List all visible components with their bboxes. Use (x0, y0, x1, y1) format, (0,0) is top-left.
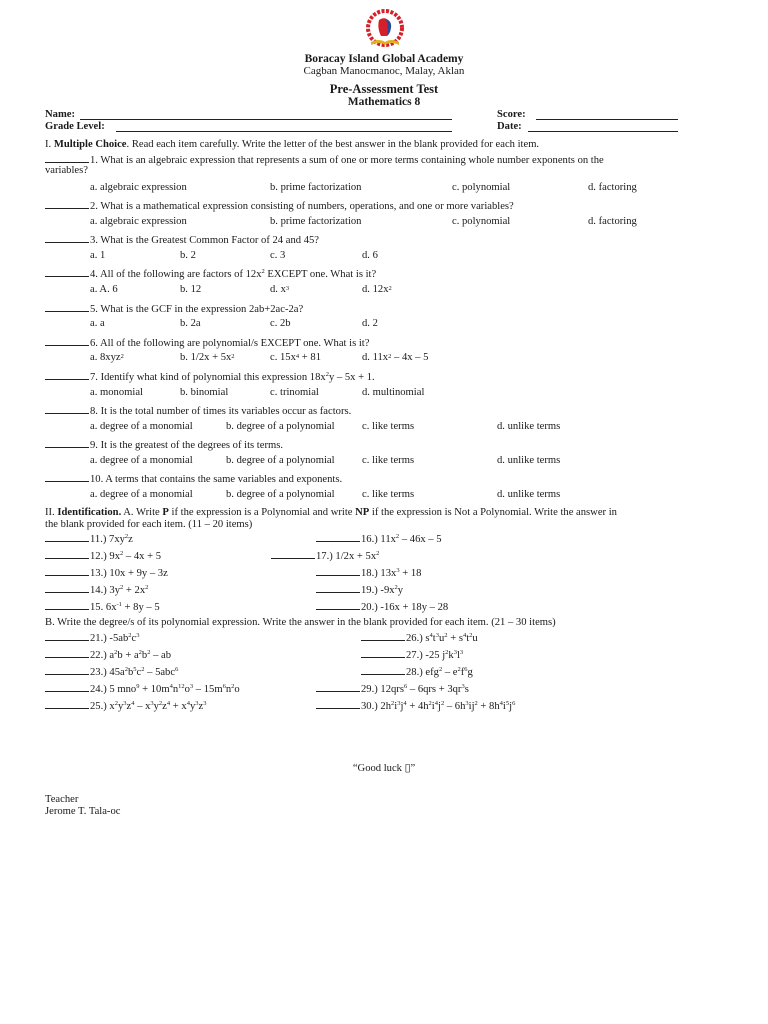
answer-blank[interactable] (45, 532, 89, 542)
answer-blank[interactable] (361, 665, 405, 675)
item-24: 24.) 5 $mno^9 + 10m^4n^{12}o^3 - 15m^6n^2o$ (45, 682, 240, 696)
q2-option-c: c. polynomial (452, 216, 511, 227)
question-6: 6. All of the following are polynomial/s EXCEPT one. What is it? (45, 336, 369, 350)
answer-blank[interactable] (45, 631, 89, 641)
answer-blank[interactable] (45, 472, 89, 482)
question-4: 4. All of the following are factors of $12x^2$ EXCEPT one. What is it? (45, 267, 376, 281)
answer-blank[interactable] (45, 370, 89, 380)
date-label: Date: (497, 121, 522, 132)
teacher-label: Teacher (45, 794, 79, 805)
item-15: 15. $6x^{-1} + 8y - 5$ (45, 600, 160, 614)
answer-blank[interactable] (316, 682, 360, 692)
answer-blank[interactable] (45, 404, 89, 414)
answer-blank[interactable] (45, 302, 89, 312)
item-17: 17.) $1/2x + 5x^2$ (271, 549, 379, 563)
answer-blank[interactable] (45, 648, 89, 658)
item-14: 14.) $3y^2 + 2x^2$ (45, 583, 148, 597)
q5-option-a: a. a (90, 318, 105, 329)
test-title: Pre-Assessment Test (329, 82, 439, 96)
part2b-instruction: B. Write the degree/s of its polynomial expression. Write the answer in the blank provided for each item. (21 – 30 items) (45, 617, 556, 628)
q1-option-b: b. prime factorization (270, 182, 362, 193)
answer-blank[interactable] (45, 438, 89, 448)
name-blank[interactable] (80, 119, 452, 120)
item-26: 26.) $s^4t^3u^2 + s^4t^2u$ (361, 631, 478, 645)
q4-option-a: a. A. 6 (90, 284, 118, 295)
q6-option-c: c. $15x^4 + 81$ (270, 352, 322, 363)
q7-option-d: d. multinomial (362, 387, 425, 398)
item-18: 18.) $13x^3 + 18$ (316, 566, 421, 580)
grade-level-label: Grade Level: (45, 121, 105, 132)
item-23: 23.) $45a^2b^5c^2 - 5abc^6$ (45, 665, 178, 679)
answer-blank[interactable] (45, 267, 89, 277)
answer-blank[interactable] (45, 549, 89, 559)
q10-option-a: a. degree of a monomial (90, 489, 193, 500)
good-luck-text: “Good luck ▯” (352, 763, 416, 774)
item-25: 25.) $x^2y^3z^4 - x^3y^2z^4 + x^4y^3z^3$ (45, 699, 206, 713)
answer-blank[interactable] (45, 566, 89, 576)
school-address: Cagban Manocmanoc, Malay, Aklan (303, 65, 465, 77)
q7-option-c: c. trinomial (270, 387, 319, 398)
q9-option-c: c. like terms (362, 455, 415, 466)
answer-blank[interactable] (316, 699, 360, 709)
answer-blank[interactable] (45, 583, 89, 593)
q3-option-c: c. 3 (270, 250, 286, 261)
item-27: 27.) -25 $j^2k^3l^3$ (361, 648, 463, 662)
question-7: 7. Identify what kind of polynomial this expression $18x^2y - 5x + 1$. (45, 370, 375, 384)
answer-blank[interactable] (316, 532, 360, 542)
question-8: 8. It is the total number of times its variables occur as factors. (45, 404, 351, 418)
q8-option-a: a. degree of a monomial (90, 421, 193, 432)
question-5: 5. What is the GCF in the expression 2ab+2ac-2a? (45, 302, 303, 316)
q9-option-a: a. degree of a monomial (90, 455, 193, 466)
question-1-cont: variables? (45, 165, 88, 176)
q1-option-a: a. algebraic expression (90, 182, 187, 193)
subject-title: Mathematics 8 (347, 96, 421, 108)
item-29: 29.) $12qrs^6 - 6qrs + 3qr^3s$ (316, 682, 469, 696)
item-30: 30.) $2h^2i^3j^4 + 4h^2i^4j^2 - 6h^3ij^2 + 8h^4i^5j^6$ (316, 699, 515, 713)
question-3: 3. What is the Greatest Common Factor of 24 and 45? (45, 233, 319, 247)
answer-blank[interactable] (45, 665, 89, 675)
answer-blank[interactable] (45, 199, 89, 209)
teacher-name: Jerome T. Tala-oc (45, 806, 121, 817)
answer-blank[interactable] (316, 566, 360, 576)
q10-option-d: d. unlike terms (497, 489, 561, 500)
answer-blank[interactable] (316, 583, 360, 593)
answer-blank[interactable] (45, 600, 89, 610)
q7-option-a: a. monomial (90, 387, 143, 398)
item-19: 19.) $-9x^2y$ (316, 583, 403, 597)
item-22: 22.) $a^2b + a^2b^2$ – ab (45, 648, 171, 662)
answer-blank[interactable] (316, 600, 360, 610)
q1-option-c: c. polynomial (452, 182, 511, 193)
item-11: 11.) $7xy^2z$ (45, 532, 133, 546)
part2-instruction-cont: the blank provided for each item. (11 – 20 items) (45, 519, 253, 530)
q6-option-d: d. $11x^2 - 4x - 5$ (362, 352, 429, 363)
q9-option-b: b. degree of a polynomial (226, 455, 335, 466)
q5-option-d: d. 2 (362, 318, 378, 329)
answer-blank[interactable] (45, 699, 89, 709)
q9-option-d: d. unlike terms (497, 455, 561, 466)
answer-blank[interactable] (361, 631, 405, 641)
score-label: Score: (497, 109, 526, 120)
q1-option-d: d. factoring (588, 182, 637, 193)
item-12: 12.) $9x^2 - 4x + 5$ (45, 549, 161, 563)
q10-option-c: c. like terms (362, 489, 415, 500)
school-name: Boracay Island Global Academy (304, 53, 464, 65)
q2-option-d: d. factoring (588, 216, 637, 227)
answer-blank[interactable] (45, 336, 89, 346)
answer-blank[interactable] (271, 549, 315, 559)
item-13: 13.) 10x + 9y – 3z (45, 566, 168, 580)
q3-option-d: d. 6 (362, 250, 378, 261)
q8-option-d: d. unlike terms (497, 421, 561, 432)
q6-option-b: b. $1/2x + 5x^2$ (180, 352, 235, 363)
answer-blank[interactable] (45, 682, 89, 692)
q4-option-c: d. $x^3$ (270, 284, 290, 295)
answer-blank[interactable] (361, 648, 405, 658)
q7-option-b: b. binomial (180, 387, 229, 398)
q3-option-b: b. 2 (180, 250, 196, 261)
q8-option-b: b. degree of a polynomial (226, 421, 335, 432)
question-1: 1. What is an algebraic expression that represents a sum of one or more terms containing whole number exponents on the (45, 153, 604, 167)
q6-option-a: a. 8xyz$^2$ (90, 352, 124, 363)
question-10: 10. A terms that contains the same variables and exponents. (45, 472, 342, 486)
q4-option-b: b. 12 (180, 284, 202, 295)
item-28: 28.) $efg^2 - e^2f^6g$ (361, 665, 473, 679)
question-9: 9. It is the greatest of the degrees of its terms. (45, 438, 283, 452)
q3-option-a: a. 1 (90, 250, 106, 261)
answer-blank[interactable] (45, 233, 89, 243)
name-label: Name: (45, 109, 76, 120)
score-blank[interactable] (536, 119, 678, 120)
item-16: 16.) $11x^2 - 46x - 5$ (316, 532, 442, 546)
q2-option-a: a. algebraic expression (90, 216, 187, 227)
q4-option-d: d. $12x^2$ (362, 284, 392, 295)
q8-option-c: c. like terms (362, 421, 415, 432)
item-21: 21.) $-5ab^2c^3$ (45, 631, 139, 645)
item-20: 20.) -16x + 18y – 28 (316, 600, 448, 614)
question-2: 2. What is a mathematical expression consisting of numbers, operations, and one or more variables? (45, 199, 514, 213)
part2-instruction: II. Identification. A. Write P if the expression is a Polynomial and write NP if the expression is Not a Polynomial. Write the answer in (45, 507, 617, 518)
q5-option-b: b. 2a (180, 318, 201, 329)
grade-level-blank[interactable] (116, 131, 452, 132)
school-seal-icon (365, 8, 405, 52)
q10-option-b: b. degree of a polynomial (226, 489, 335, 500)
part1-instruction: I. Multiple Choice. Read each item carefully. Write the letter of the best answer in the blank provided for each item. (45, 139, 540, 150)
answer-blank[interactable] (45, 153, 89, 163)
q2-option-b: b. prime factorization (270, 216, 362, 227)
date-blank[interactable] (528, 131, 678, 132)
q5-option-c: c. 2b (270, 318, 291, 329)
